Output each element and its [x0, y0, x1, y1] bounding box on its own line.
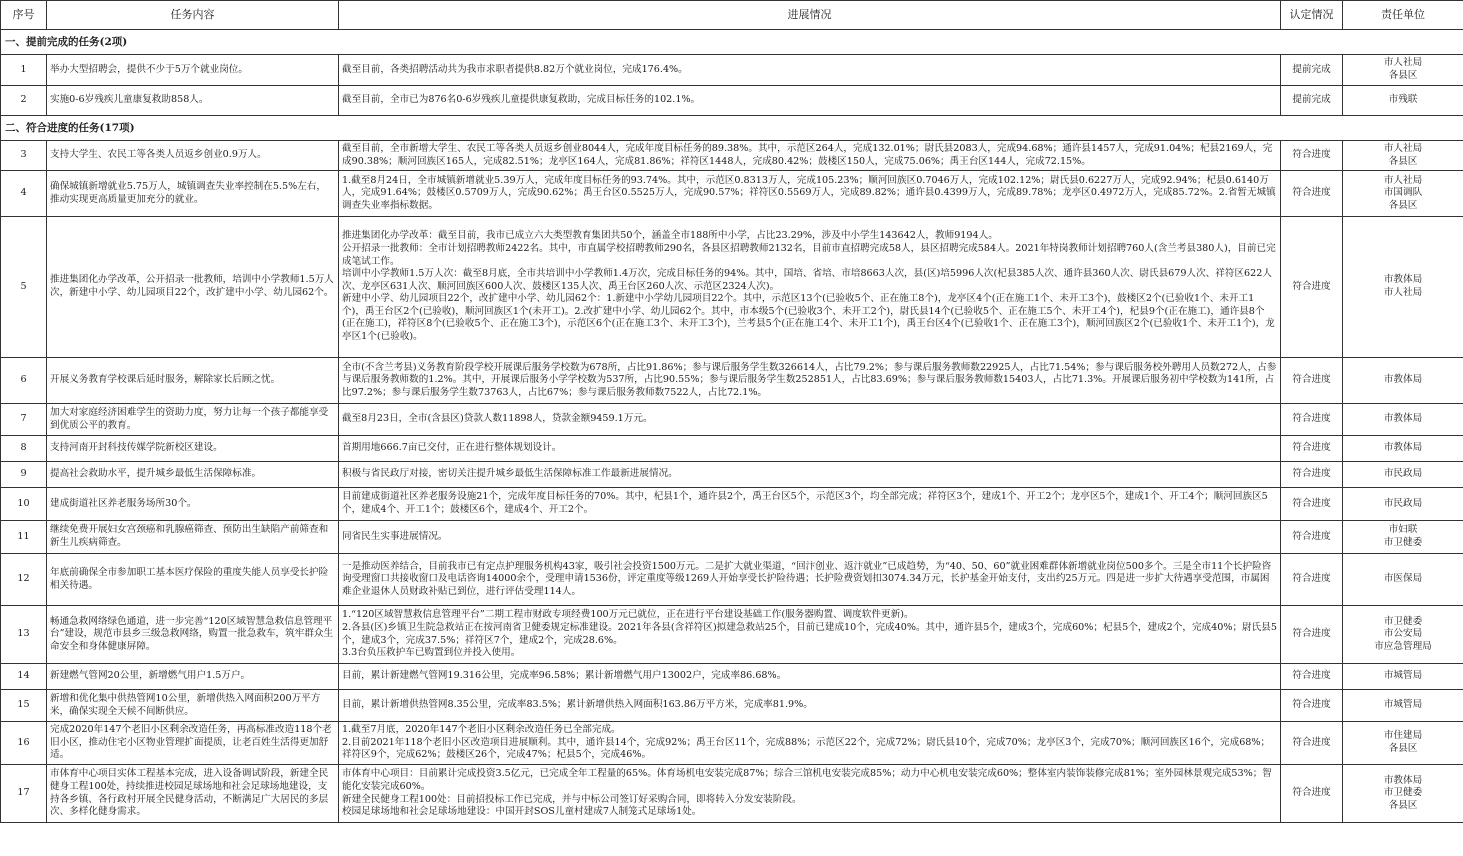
unit-line: 各县区 [1388, 743, 1418, 754]
unit-line: 市教体局 [1383, 274, 1423, 286]
responsible-unit [1343, 690, 1463, 722]
progress-status [339, 404, 1281, 436]
task-content: 新增和优化集中供热管网10公里，新增供热入网面积200万平方米，确保实现全天候不间断供应。 [47, 690, 339, 722]
assessment: 符合进度 [1281, 664, 1343, 690]
progress-line: 同省民生实事进展情况。 [342, 530, 448, 542]
task-content: 支持大学生、农民工等各类人员返乡创业0.9万人。 [47, 141, 339, 171]
table-row [1, 171, 1463, 217]
progress-status [339, 217, 1281, 358]
unit-line: 市卫健委 [1383, 537, 1423, 548]
responsible-unit [1343, 55, 1463, 86]
progress-status [339, 55, 1281, 86]
progress-line: 目前，累计新建燃气管网19.316公里，完成率96.58%；累计新增燃气用户13002户，完成率86.68%。 [342, 670, 787, 682]
unit-line: 各县区 [1388, 155, 1418, 167]
row-number: 3 [1, 141, 47, 171]
responsible-unit [1343, 521, 1463, 554]
table-row [1, 404, 1463, 436]
responsible-unit [1343, 488, 1463, 521]
task-content: 继续免费开展妇女宫颈癌和乳腺癌筛查、预防出生缺陷产前筛查和新生儿疾病筛查。 [47, 521, 339, 554]
progress-line: 截至8月23日，全市(含县区)贷款人数11898人，贷款金额9459.1万元。 [342, 413, 653, 425]
progress-line: 首期用地666.7亩已交付，正在进行整体规划设计。 [342, 442, 562, 454]
row-number: 15 [1, 690, 47, 722]
assessment: 提前完成 [1281, 55, 1343, 86]
header-no: 序号 [1, 1, 47, 30]
table-row [1, 358, 1463, 404]
progress-status [339, 554, 1281, 606]
unit-line: 市人社局 [1383, 57, 1423, 69]
unit-line: 市教体局 [1383, 442, 1423, 454]
progress-line: 积极与省民政厅对接，密切关注提升城乡最低生活保障标准工作最新进展情况。 [342, 468, 678, 480]
progress-line: 1.截至8月24日，全市城镇新增就业5.39万人，完成年度目标任务的93.74%。其中，示范区0.8313万人，完成105.23%；顺河回族区0.7046万人，完成102.12%；尉氏县0.6227万人，完成92.94%；杞县0.6140万人，完成91.64%；鼓楼区0.5709万人，完成90.62%；禹王台区0.5525万人，完成90.57%；祥符区0.5569万人，完成89.82%；通许县0.4399万人，完成89.78%；龙亭区0.4972万人，完成85.72%。2.省暂无城镇调查失业率指标数据。 [342, 174, 1276, 211]
progress-status [339, 722, 1281, 765]
unit-line: 市公安局 [1383, 628, 1423, 640]
progress-status [339, 436, 1281, 462]
responsible-unit [1343, 722, 1463, 765]
unit-line: 市人社局 [1383, 142, 1423, 154]
table-row [1, 217, 1463, 358]
header-status: 认定情况 [1281, 1, 1343, 30]
progress-status [339, 664, 1281, 690]
progress-line: 2.目前2021年118个老旧小区改造项目进展顺利。其中，通许县14个，完成92%；禹王台区11个，完成88%；示范区22个，完成72%；尉氏县10个，完成70%；龙亭区3个，完成70%；顺河回族区16个，完成68%；祥符区9个，完成62%；鼓楼区26个，完成47%；杞县5个，完成46%。 [342, 736, 1271, 761]
row-number: 7 [1, 404, 47, 436]
assessment: 符合进度 [1281, 217, 1343, 358]
progress-line: 1.“120区域智慧救信息管理平台”二期工程市财政专项经费100万元已就位，正在进行平台建设基础工作(服务器购置、调度软件更新)。 [342, 609, 914, 621]
table-row [1, 488, 1463, 521]
table-row [1, 462, 1463, 488]
unit-line: 市卫健委 [1383, 787, 1423, 799]
progress-line: 截至目前，全市新增大学生、农民工等各类人员返乡创业8044人，完成年度目标任务的89.38%。其中，示范区264人，完成132.01%；尉氏县2083人，完成94.68%；通许县1457人，完成91.04%；杞县2169人，完成90.38%；顺河回族区165人，完成82.51%；龙亭区164人，完成81.86%；祥符区1448人，完成80.42%；鼓楼区150人，完成75.06%；禹王台区144人，完成72.15%。 [342, 142, 1273, 167]
responsible-unit [1343, 765, 1463, 823]
unit-line: 市人社局 [1383, 174, 1423, 186]
progress-line: 推进集团化办学改革：截至目前，我市已成立六大类型教育集团共50个，涵盖全市188所中小学，占比23.29%，涉及中小学生143642人，教师9194人。 [342, 230, 998, 242]
unit-line: 市残联 [1388, 94, 1418, 106]
task-content: 提高社会救助水平，提升城乡最低生活保障标准。 [47, 462, 339, 488]
row-number: 9 [1, 462, 47, 488]
unit-line: 市妇联 [1388, 524, 1418, 536]
row-number: 16 [1, 722, 47, 765]
task-content: 开展义务教育学校课后延时服务，解除家长后顾之忧。 [47, 358, 339, 404]
responsible-unit [1343, 462, 1463, 488]
progress-status [339, 462, 1281, 488]
unit-line: 市教体局 [1383, 413, 1423, 425]
progress-line: 全市(不含兰考县)义务教育阶段学校开展课后服务学校数为678所，占比91.86%；参与课后服务学生数326614人，占比79.2%；参与课后服务教师数22925人，占比71.54%；参与课后服务校外聘用人员数272人，占参与课后服务教师数的1.2%。其中，开展课后服务小学学校数为537所，占比90.55%；参与课后服务学生数252851人，占比83.69%；参与课后服务教师数15403人，占比71.3%。开展课后服务初中学校数为141所，占比97.2%；参与课后服务学生数73763人，占比67%；参与课后服务教师数7522人，占比72.1%。 [342, 361, 1277, 398]
section-title: 一、提前完成的任务(2项) [1, 30, 1463, 55]
unit-line: 市教体局 [1383, 774, 1423, 786]
task-content: 实施0-6岁残疾儿童康复救助858人。 [47, 86, 339, 116]
responsible-unit [1343, 86, 1463, 116]
responsible-unit [1343, 664, 1463, 690]
section-row [1, 30, 1463, 55]
row-number: 1 [1, 55, 47, 86]
assessment: 符合进度 [1281, 722, 1343, 765]
progress-status [339, 358, 1281, 404]
progress-status [339, 141, 1281, 171]
header-progress: 进展情况 [339, 1, 1281, 30]
row-number: 10 [1, 488, 47, 521]
task-content: 畅通急救网络绿色通道，进一步完善“120区域智慧急救信息管理平台”建设，规范市县乡三级急救网络，购置一批急救车，筑牢群众生命安全和身体健康屏障。 [47, 606, 339, 664]
unit-line: 各县区 [1388, 799, 1418, 811]
assessment: 符合进度 [1281, 404, 1343, 436]
unit-line: 各县区 [1388, 70, 1418, 81]
task-content: 支持河南开封科技传媒学院新校区建设。 [47, 436, 339, 462]
table-row [1, 55, 1463, 86]
progress-line: 目前，累计新增供热管网8.35公里，完成率83.5%；累计新增供热入网面积163.86万平方米，完成率81.9%。 [342, 699, 813, 711]
unit-line: 市国调队 [1383, 187, 1423, 199]
progress-line: 一是推动医养结合，目前我市已有定点护理服务机构43家，吸引社会投资1500万元。二是扩大就业渠道，“回汴创业、返汴就业”已成趋势，为“40、50、60”就业困难群体新增就业岗位500多个。三是全市11个长护险咨询受理窗口共接收窗口及电话咨询14000余个，受理申请1536份，评定重度等级1269人开始享受长护险待遇；长护险费资划扣3074.34万元，长护基金开始支付，支出约25万元。四是进一步扩大待遇享受范围，市属困难企业退休人员财政补贴已到位，进行评估受理114人。 [342, 560, 1272, 597]
responsible-unit [1343, 404, 1463, 436]
unit-line: 市城管局 [1383, 699, 1423, 711]
unit-line: 各县区 [1388, 199, 1418, 211]
assessment: 符合进度 [1281, 606, 1343, 664]
row-number: 14 [1, 664, 47, 690]
unit-line: 市卫健委 [1383, 615, 1423, 627]
row-number: 8 [1, 436, 47, 462]
task-content: 年底前确保全市参加职工基本医疗保险的重度失能人员享受长护险相关待遇。 [47, 554, 339, 606]
task-content: 加大对家庭经济困难学生的资助力度，努力让每一个孩子都能享受到优质公平的教育。 [47, 404, 339, 436]
table-row [1, 86, 1463, 116]
table-header-row [1, 1, 1463, 30]
assessment: 符合进度 [1281, 462, 1343, 488]
unit-line: 市医保局 [1383, 573, 1423, 585]
section-title: 二、符合进度的任务(17项) [1, 116, 1463, 141]
progress-status [339, 488, 1281, 521]
unit-line: 市教体局 [1383, 374, 1423, 386]
table-row [1, 521, 1463, 554]
header-unit: 责任单位 [1343, 1, 1463, 30]
assessment: 符合进度 [1281, 521, 1343, 554]
progress-line: 校园足球场地和社会足球场地建设：中国开封SOS儿童村建成7人制笼式足球场1处。 [342, 806, 702, 818]
task-content: 完成2020年147个老旧小区剩余改造任务，再高标准改造118个老旧小区，推动住宅小区物业管理扩面提质，让老百姓生活得更加舒适。 [47, 722, 339, 765]
responsible-unit [1343, 141, 1463, 171]
row-number: 2 [1, 86, 47, 116]
progress-status [339, 521, 1281, 554]
progress-status [339, 690, 1281, 722]
row-number: 5 [1, 217, 47, 358]
progress-status [339, 765, 1281, 823]
header-task: 任务内容 [47, 1, 339, 30]
task-content: 市体育中心项目实体工程基本完成，进入设备调试阶段，新建全民健身工程100处，持续推进校园足球场地和社会足球场地建设，支持各乡镇、各行政村开展全民健身活动，不断满足广大居民的多层次、多样化健身需求。 [47, 765, 339, 823]
progress-line: 2.各县(区)乡镇卫生院急救站正在按河南省卫健委规定标准建设。2021年各县(含祥符区)拟建急救站25个，目前已建成10个，完成40%。其中，通许县5个，建成3个，完成60%；杞县5个，建成2个，完成40%；尉氏县5个，建成3个，完成37.5%；祥符区7个，建成2个，完成28.6%。 [342, 621, 1277, 646]
progress-line: 新建中小学、幼儿园项目22个，改扩建中小学、幼儿园62个：1.新建中小学幼儿园项目22个。其中，示范区13个(已验收5个、正在施工8个)，龙亭区4个(正在施工1个、未开工3个)，鼓楼区2个(已验收1个、未开工1个)，禹王台区2个(已验收)，顺河回族区1个(未开工)。2.改扩建中小学、幼儿园62个。其中，市本级5个(已验收3个、未开工2个)，尉氏县14个(已验收5个、正在施工5个、未开工4个)，杞县9个(正在施工)，通许县8个(正在施工)，祥符区8个(已验收5个、正在施工3个)，示范区6个(正在施工3个、未开工3个)，兰考县5个(正在施工4个、未开工1个)，禹王台区4个(已验收1个、正在施工3个)，顺河回族区2个(已验收1个、未开工1个)，龙亭区1个(已验收)。 [342, 293, 1275, 343]
assessment: 符合进度 [1281, 141, 1343, 171]
progress-status [339, 606, 1281, 664]
progress-line: 目前建成街道社区养老服务设施21个，完成年度目标任务的70%。其中，杞县1个，通许县2个，禹王台区5个，示范区3个，均全部完成；祥符区3个，建成1个、开工2个；龙亭区5个，建成1个、开工4个；顺河回族区5个，建成4个、开工1个；鼓楼区6个，建成4个、开工2个。 [342, 491, 1268, 515]
progress-status [339, 171, 1281, 217]
assessment: 符合进度 [1281, 358, 1343, 404]
progress-line: 3.3台负压救护车已购置到位并投入使用。 [342, 647, 521, 659]
task-content: 建成街道社区养老服务场所30个。 [47, 488, 339, 521]
unit-line: 市住建局 [1383, 730, 1423, 742]
table-row [1, 606, 1463, 664]
unit-line: 市民政局 [1383, 468, 1423, 480]
progress-line: 培训中小学教师1.5万人次：截至8月底，全市共培训中小学教师1.4万次，完成目标任务的94%。其中，国培、省培、市培8663人次，县(区)培5996人次(杞县385人次、通许县360人次、尉氏县679人次、祥符区622人次、龙亭区631人次、顺河回族区600人次、鼓楼区135人次、禹王台区260人次、示范区2324人次)。 [342, 268, 1272, 292]
table-row [1, 141, 1463, 171]
responsible-unit [1343, 358, 1463, 404]
task-content: 举办大型招聘会，提供不少于5万个就业岗位。 [47, 55, 339, 86]
responsible-unit [1343, 606, 1463, 664]
unit-line: 市城管局 [1383, 670, 1423, 682]
row-number: 17 [1, 765, 47, 823]
table-body [1, 30, 1463, 823]
section-row [1, 116, 1463, 141]
row-number: 4 [1, 171, 47, 217]
task-content: 新建燃气管网20公里，新增燃气用户1.5万户。 [47, 664, 339, 690]
assessment: 符合进度 [1281, 436, 1343, 462]
progress-line: 公开招录一批教师：全市计划招聘教师2422名。其中，市直属学校招聘教师290名，各县区招聘教师2132名，目前市直招聘完成58人，县区招聘完成584人。2021年特岗教师计划招聘760人(含兰考县380人)，目前已完成笔试工作。 [342, 242, 1276, 267]
row-number: 6 [1, 358, 47, 404]
assessment: 符合进度 [1281, 690, 1343, 722]
unit-line: 市民政局 [1383, 497, 1423, 509]
progress-status [339, 86, 1281, 116]
responsible-unit [1343, 436, 1463, 462]
assessment: 符合进度 [1281, 488, 1343, 521]
table-row [1, 722, 1463, 765]
assessment: 符合进度 [1281, 765, 1343, 823]
assessment: 提前完成 [1281, 86, 1343, 116]
progress-line: 1.截至7月底，2020年147个老旧小区剩余改造任务已全部完成。 [342, 724, 621, 736]
progress-line: 新建全民健身工程100处：目前招投标工作已完成，并与中标公司签订好采购合同，即将转入分发安装阶段。 [342, 793, 802, 805]
row-number: 12 [1, 554, 47, 606]
table-row [1, 554, 1463, 606]
row-number: 11 [1, 521, 47, 554]
task-content: 确保城镇新增就业5.75万人，城镇调查失业率控制在5.5%左右，推动实现更高质量更加充分的就业。 [47, 171, 339, 217]
row-number: 13 [1, 606, 47, 664]
assessment: 符合进度 [1281, 554, 1343, 606]
table-row [1, 690, 1463, 722]
progress-line: 市体育中心项目：目前累计完成投资3.5亿元，已完成全年工程量的65%。体育场机电安装完成87%；综合三馆机电安装完成85%；动力中心机电安装完成60%；整体室内装饰装修完成81%；室外园林景观完成53%；智能化安装完成60%。 [342, 768, 1272, 792]
unit-line: 市应急管理局 [1374, 640, 1432, 652]
responsible-unit [1343, 554, 1463, 606]
table-row [1, 765, 1463, 823]
assessment: 符合进度 [1281, 171, 1343, 217]
unit-line: 市人社局 [1383, 287, 1423, 298]
responsible-unit [1343, 171, 1463, 217]
progress-line: 截至目前，全市已为876名0-6岁残疾儿童提供康复救助，完成目标任务的102.1%。 [342, 94, 701, 106]
table-row [1, 436, 1463, 462]
responsible-unit [1343, 217, 1463, 358]
table-row [1, 664, 1463, 690]
progress-line: 截至目前，各类招聘活动共为我市求职者提供8.82万个就业岗位，完成176.4%。 [342, 63, 688, 75]
task-content: 推进集团化办学改革，公开招录一批教师，培训中小学教师1.5万人次，新建中小学、幼儿园项目22个，改扩建中小学、幼儿园62个。 [47, 217, 339, 358]
